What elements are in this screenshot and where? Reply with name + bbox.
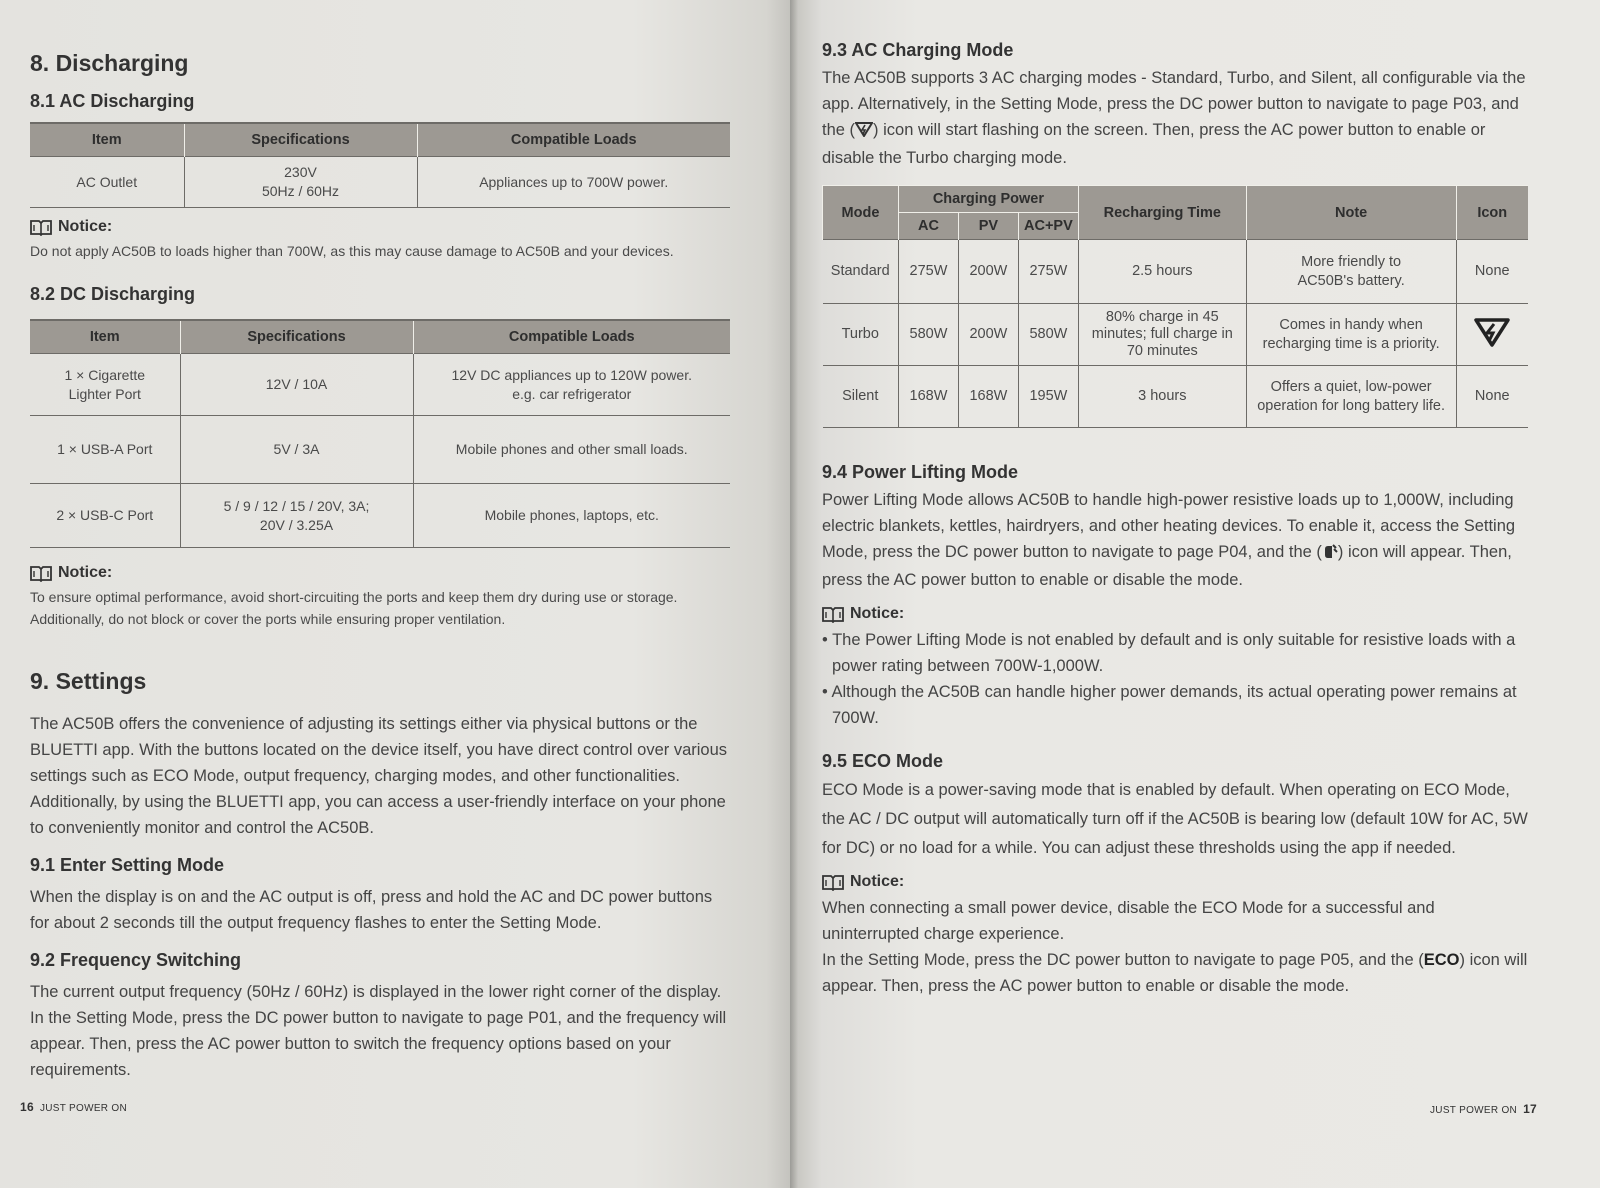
cell-mode: Turbo [823, 304, 899, 366]
section-9-5-body: ECO Mode is a power-saving mode that is enabled by default. When operating on ECO Mode, the AC / DC output will automatically turn off if the AC50B is bearing low (default 10W for AC, 5W for DC) or no load for a while. You can adjust these thresholds using the app if needed. [822, 781, 1528, 857]
spec-line-2: 50Hz / 60Hz [261, 183, 340, 199]
notice-text-3a: When connecting a small power device, disable the ECO Mode for a successful and uninterrupted charge experience. [822, 899, 1435, 943]
section-9-2-body: The current output frequency (50Hz / 60Hz) is displayed in the lower right corner of the display. In the Setting Mode, press the DC power button to navigate to page P01, and the frequency will appear. Then, press the AC power button to switch the frequency options based on your requirements. [30, 983, 727, 1079]
left-content [30, 50, 730, 1083]
footer-slogan: JUST POWER ON [39, 1103, 128, 1114]
right-page [798, 0, 1600, 1188]
col-acpv-header: AC+PV [1018, 213, 1078, 240]
note-line-1: Offers a quiet, low-power [1270, 378, 1432, 395]
loads-line-2: e.g. car refrigerator [512, 385, 632, 402]
table-header-row [30, 320, 730, 354]
col-note-header: Note [1246, 186, 1456, 240]
time-line-1: 80% charge in 45 [1105, 309, 1219, 325]
col-spec-header: Specifications [184, 123, 417, 157]
notice-heading [30, 564, 730, 582]
cell-spec [184, 157, 417, 208]
cell-loads: Mobile phones, laptops, etc. [413, 484, 730, 548]
loads-line-1: 12V DC appliances up to 120W power. [451, 366, 692, 383]
cell-time [1078, 304, 1246, 366]
charging-mode-table [822, 185, 1528, 428]
note-line-2: operation for long battery life. [1257, 397, 1446, 414]
section-9-4-body [822, 487, 1528, 593]
right-footer [1430, 1102, 1543, 1116]
cell-item: 1 × USB-A Port [30, 416, 180, 484]
time-line-2: minutes; full charge in [1091, 326, 1233, 342]
cell-note [1246, 366, 1456, 428]
turbo-inline-icon [855, 119, 873, 145]
cell-loads: Mobile phones and other small loads. [413, 416, 730, 484]
notice-label: Notice: [58, 218, 113, 235]
section-9-3-title: 9.3 AC Charging Mode [822, 40, 1014, 60]
right-content [822, 40, 1528, 999]
section-9-body: The AC50B offers the convenience of adjusting its settings either via physical buttons or the BLUETTI app. With the buttons located on the device itself, you have direct control over various settings such as ECO Mode, output frequency, charging modes, and other functionalities. Additionally, by using the BLUETTI app, you can access a user-friendly interface on your phone to conveniently monitor and control the AC50B. [30, 715, 728, 837]
cell-icon: None [1456, 366, 1528, 428]
body-part-a: The AC50B supports 3 AC charging modes - Standard, Turbo, and Silent, all configurable via the app. Alternatively, in the Setting Mode, press the DC power button to navigate to page P03, and the ( [822, 69, 1526, 139]
section-9-1-title: 9.1 Enter Setting Mode [30, 855, 225, 875]
section-9-5-title: 9.5 ECO Mode [822, 751, 944, 771]
cell-mode: Silent [823, 366, 899, 428]
cell-acpv: 580W [1018, 304, 1078, 366]
cell-ac: 580W [898, 304, 958, 366]
col-spec-header: Specifications [180, 320, 413, 354]
cell-item: 2 × USB-C Port [30, 484, 180, 548]
note-line-2: AC50B's battery. [1297, 272, 1405, 289]
col-power-header: Charging Power [898, 186, 1078, 213]
notice-bullet-1: • The Power Lifting Mode is not enabled by default and is only suitable for resistive loads with a power rating between 700W-1,000W. [822, 631, 1516, 675]
cell-time: 3 hours [1078, 366, 1246, 428]
table-row [823, 304, 1529, 366]
cell-loads [413, 354, 730, 416]
col-mode-header: Mode [823, 186, 899, 240]
item-line-2: Lighter Port [68, 385, 141, 402]
cell-time: 2.5 hours [1078, 240, 1246, 304]
cell-icon: None [1456, 240, 1528, 304]
book-icon [822, 606, 844, 623]
cell-loads: Appliances up to 700W power. [417, 157, 730, 208]
left-page [0, 0, 790, 1188]
item-line-1: 1 × Cigarette [64, 366, 146, 383]
spec-line-2: 20V / 3.25A [259, 516, 334, 533]
body-part-b: ) icon will start flashing on the screen. Then, press the AC power button to enable or disable the Turbo charging mode. [822, 121, 1486, 167]
notice-part-2: ) icon will appear. Then, press the AC power button to enable or disable the mode. [822, 951, 1528, 995]
col-item-header: Item [30, 320, 180, 354]
section-8-1-title: 8.1 AC Discharging [30, 91, 195, 111]
cell-acpv: 195W [1018, 366, 1078, 428]
cell-note [1246, 304, 1456, 366]
notice-part-1: In the Setting Mode, press the DC power button to navigate to page P05, and the ( [822, 951, 1424, 969]
note-line-1: Comes in handy when [1279, 316, 1423, 333]
spec-line-1: 230V [284, 164, 317, 180]
ac-discharging-table [30, 122, 730, 208]
note-line-2: recharging time is a priority. [1262, 335, 1440, 352]
page-number: 16 [20, 1100, 34, 1114]
cell-spec [180, 484, 413, 548]
notice-heading [822, 873, 1528, 891]
cell-icon [1456, 304, 1528, 366]
col-ac-header: AC [898, 213, 958, 240]
table-header-row [823, 186, 1529, 213]
cell-pv: 200W [958, 240, 1018, 304]
section-9-title: 9. Settings [30, 668, 147, 694]
col-loads-header: Compatible Loads [417, 123, 730, 157]
notice-label: Notice: [850, 605, 905, 622]
table-row [823, 240, 1529, 304]
book-icon [30, 219, 52, 236]
cell-item: AC Outlet [30, 157, 184, 208]
cell-pv: 168W [958, 366, 1018, 428]
notice-bullet-2: • Although the AC50B can handle higher power demands, its actual operating power remains at 700W. [822, 683, 1517, 727]
col-pv-header: PV [958, 213, 1018, 240]
turbo-icon [1474, 335, 1510, 351]
notice-heading [822, 605, 1528, 623]
cell-mode: Standard [823, 240, 899, 304]
section-8-title: 8. Discharging [30, 50, 189, 76]
table-header-row [30, 123, 730, 157]
cell-ac: 275W [898, 240, 958, 304]
note-line-1: More friendly to [1301, 253, 1402, 270]
cell-ac: 168W [898, 366, 958, 428]
col-item-header: Item [30, 123, 184, 157]
section-8-2-title: 8.2 DC Discharging [30, 284, 196, 304]
table-row [30, 354, 730, 416]
table-row [30, 416, 730, 484]
dc-discharging-table [30, 319, 730, 548]
power-lifting-inline-icon [1322, 541, 1338, 567]
section-9-2-title: 9.2 Frequency Switching [30, 950, 242, 970]
cell-spec: 12V / 10A [180, 354, 413, 416]
cell-acpv: 275W [1018, 240, 1078, 304]
spec-line-1: 5 / 9 / 12 / 15 / 20V, 3A; [223, 497, 370, 514]
page-number: 17 [1523, 1102, 1538, 1116]
cell-spec: 5V / 3A [180, 416, 413, 484]
col-icon-header: Icon [1456, 186, 1528, 240]
book-icon [30, 565, 52, 582]
section-9-1-body: When the display is on and the AC output is off, press and hold the AC and DC power buttons for about 2 seconds till the output frequency flashes to enter the Setting Mode. [30, 888, 713, 932]
left-footer [14, 1100, 127, 1114]
book-gutter [790, 0, 798, 1188]
cell-pv: 200W [958, 304, 1018, 366]
cell-note [1246, 240, 1456, 304]
col-time-header: Recharging Time [1078, 186, 1246, 240]
time-line-3: 70 minutes [1126, 343, 1198, 359]
footer-slogan: JUST POWER ON [1430, 1105, 1518, 1116]
notice-text-1: Do not apply AC50B to loads higher than 700W, as this may cause damage to AC50B and your devices. [30, 243, 674, 259]
notice-label: Notice: [58, 564, 113, 581]
notice-label: Notice: [850, 873, 905, 890]
table-row [30, 484, 730, 548]
section-9-4-title: 9.4 Power Lifting Mode [822, 462, 1019, 482]
eco-icon-label: ECO [1423, 951, 1460, 969]
section-9-3-body [822, 65, 1528, 171]
notice-text-2: To ensure optimal performance, avoid short-circuiting the ports and keep them dry during use or storage. Additionally, do not block or cover the ports while ensuring proper ventilation. [30, 589, 678, 627]
table-row [30, 157, 730, 208]
cell-item [30, 354, 180, 416]
col-loads-header: Compatible Loads [413, 320, 730, 354]
book-icon [822, 874, 844, 891]
body-part-b: ) icon will appear. Then, press the AC power button to enable or disable the mode. [822, 543, 1512, 589]
table-row [823, 366, 1529, 428]
notice-text-3b [822, 947, 1528, 999]
notice-heading [30, 218, 730, 236]
body-part-a: Power Lifting Mode allows AC50B to handle high-power resistive loads up to 1,000W, including electric blankets, kettles, hairdryers, and other heating devices. To enable it, access the Setting Mode, press the DC power button to navigate to page P04, and the ( [822, 491, 1516, 561]
